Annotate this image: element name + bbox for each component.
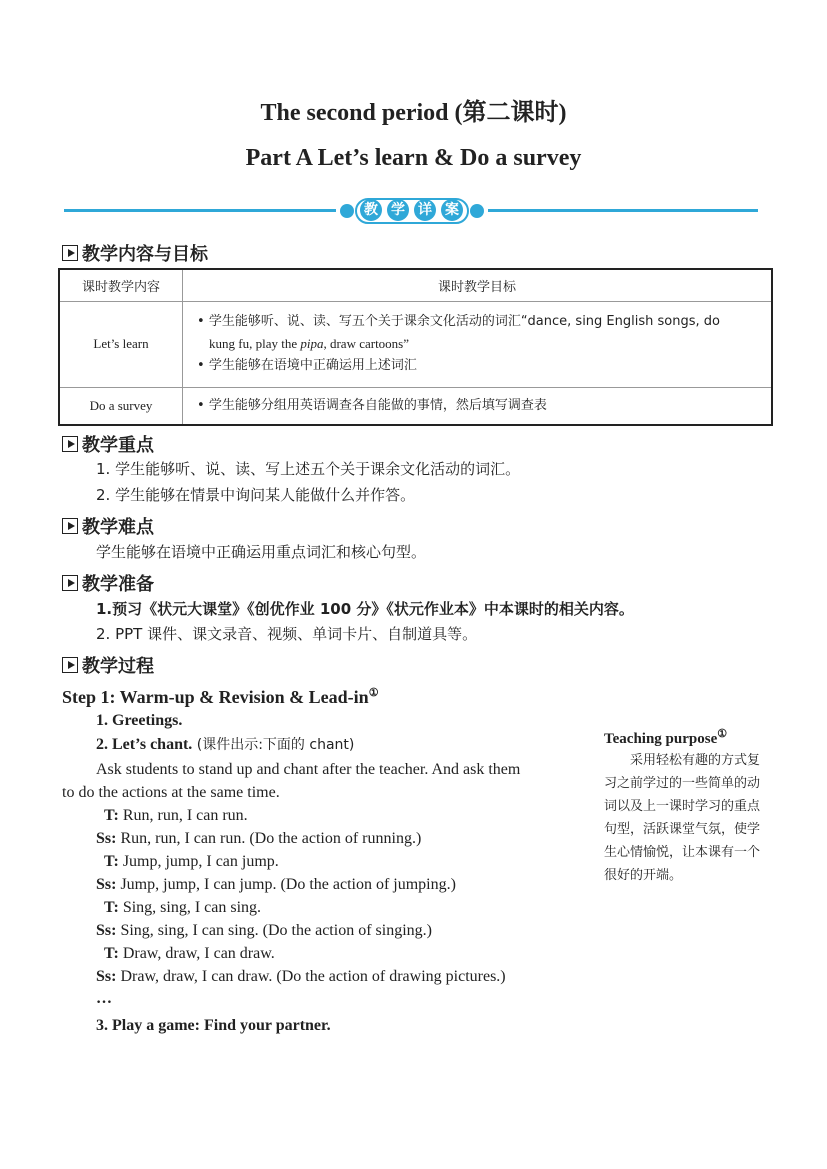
table-cell-label: Do a survey xyxy=(59,387,183,425)
heading-goals: 教学内容与目标 xyxy=(62,240,208,266)
sidebar-title: Teaching purpose① xyxy=(604,728,728,747)
play-marker-icon xyxy=(62,245,78,261)
divider-left xyxy=(64,209,336,212)
instruction-line-1: Ask students to stand up and chant after the teacher. And ask them xyxy=(96,761,521,778)
heading-preparation: 教学准备 xyxy=(62,570,154,596)
dialogue-line: Ss: Draw, draw, I can draw. (Do the action of drawing pictures.) xyxy=(96,968,506,985)
section-banner xyxy=(338,197,486,225)
heading-process: 教学过程 xyxy=(62,652,154,678)
prep-item-2: 2. PPT 课件、课文录音、视频、单词卡片、自制道具等。 xyxy=(96,625,478,643)
table-row xyxy=(59,301,772,387)
banner-char: 详 xyxy=(414,199,436,221)
banner-char: 教 xyxy=(360,199,382,221)
play-marker-icon xyxy=(62,575,78,591)
key-point-1: 1. 学生能够听、说、读、写上述五个关于课余文化活动的词汇。 xyxy=(96,460,521,478)
instruction-line-2: to do the actions at the same time. xyxy=(62,784,280,801)
banner-char: 案 xyxy=(441,199,463,221)
dialogue-line: Ss: Jump, jump, I can jump. (Do the action of jumping.) xyxy=(96,876,456,893)
table-row xyxy=(59,269,772,301)
dialogue-line: T: Draw, draw, I can draw. xyxy=(104,945,275,962)
table-cell-goals: • 学生能够分组用英语调查各自能做的事情，然后填写调查表 xyxy=(183,387,773,425)
table-cell-label: Let’s learn xyxy=(59,301,183,387)
dialogue-line: Ss: Run, run, I can run. (Do the action of running.) xyxy=(96,830,422,847)
prep-item-1: 1.预习《状元大课堂》《创优作业 100 分》《状元作业本》中本课时的相关内容。 xyxy=(96,600,634,618)
dialogue-line: T: Jump, jump, I can jump. xyxy=(104,853,279,870)
table-row xyxy=(59,387,772,425)
table-cell-goals: • 学生能够听、说、读、写五个关于课余文化活动的词汇“dance, sing English songs, do kung fu, play the pipa, draw cartoons” • 学生能够在语境中正确运用上述词汇 xyxy=(183,301,773,387)
play-marker-icon xyxy=(62,518,78,534)
step1-heading: Step 1: Warm-up & Revision & Lead-in① xyxy=(62,687,379,707)
item-chant: 2. Let’s chant. (课件出示:下面的 chant) xyxy=(96,736,355,753)
page-subtitle: Part A Let’s learn & Do a survey xyxy=(245,145,582,171)
dialogue-ellipsis: … xyxy=(96,990,112,1007)
key-point-2: 2. 学生能够在情景中询问某人能做什么并作答。 xyxy=(96,486,416,504)
sidebar-text: 采用轻松有趣的方式复 习之前学过的一些简单的动 词以及上一课时学习的重点 句型，活跃课堂气氛，使学 生心情愉悦，让本课有一个 很好的开端。 xyxy=(604,753,761,883)
item-game: 3. Play a game: Find your partner. xyxy=(96,1017,331,1034)
table-header-content: 课时教学内容 xyxy=(59,269,183,301)
table-header-goal: 课时教学目标 xyxy=(183,269,773,301)
dialogue-line: T: Sing, sing, I can sing. xyxy=(104,899,262,916)
item-greetings: 1. Greetings. xyxy=(96,712,183,729)
play-marker-icon xyxy=(62,436,78,452)
page-title: The second period (第二课时) xyxy=(260,100,567,126)
dialogue-line: Ss: Sing, sing, I can sing. (Do the action of singing.) xyxy=(96,922,432,939)
goals-table xyxy=(58,268,773,426)
banner-char: 学 xyxy=(387,199,409,221)
play-marker-icon xyxy=(62,657,78,673)
dialogue-line: T: Run, run, I can run. xyxy=(104,807,248,824)
heading-key-points: 教学重点 xyxy=(62,431,154,457)
heading-difficulty: 教学难点 xyxy=(62,513,154,539)
divider-right xyxy=(488,209,758,212)
difficulty-text: 学生能够在语境中正确运用重点词汇和核心句型。 xyxy=(96,543,427,561)
